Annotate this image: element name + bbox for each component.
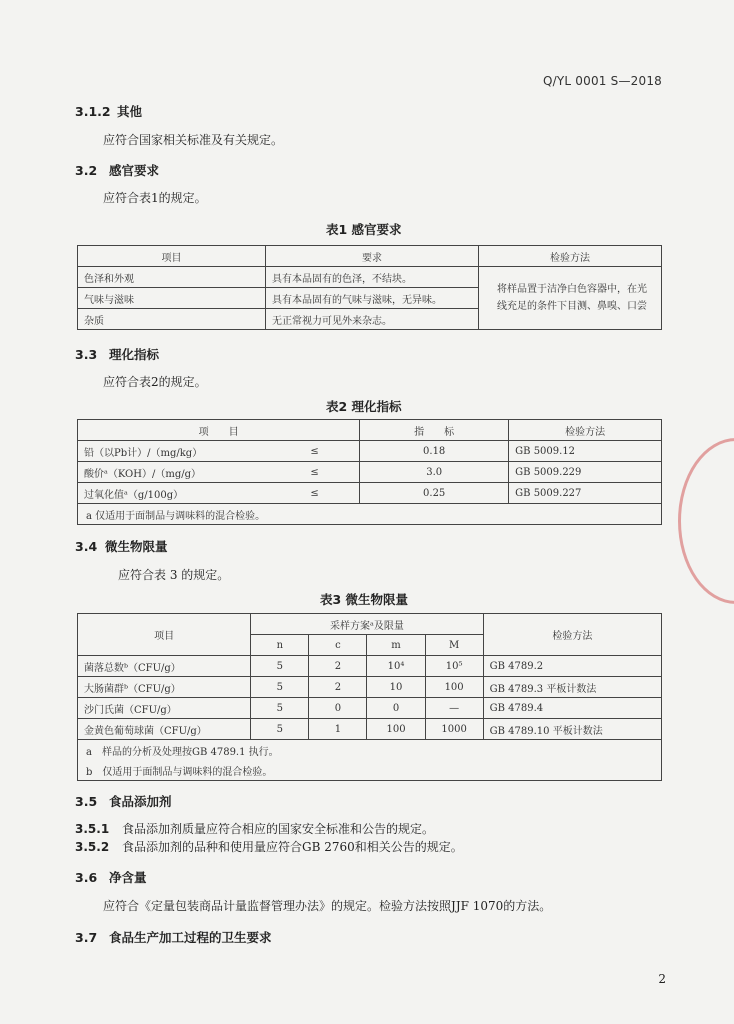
table-cell: 5	[251, 656, 309, 677]
table-cell: 0	[309, 698, 367, 719]
table3-header-M: M	[425, 635, 483, 656]
heading-number: 3.5	[75, 794, 98, 809]
table-cell: GB 4789.3 平板计数法	[483, 677, 661, 698]
paragraph-3-1-2: 应符合国家相关标准及有关规定。	[103, 133, 284, 147]
table-row	[78, 462, 662, 483]
clause-number: 3.5.2	[75, 840, 110, 854]
table1-header-method: 检验方法	[479, 246, 662, 267]
table3-note-a: a 样品的分析及处理按GB 4789.1 执行。	[78, 740, 662, 761]
table2-header-item: 项 目	[78, 420, 360, 441]
table-cell: 具有本品固有的色泽，不结块。	[266, 267, 479, 288]
heading-title: 食品生产加工过程的卫生要求	[109, 930, 272, 945]
table-row	[78, 656, 662, 677]
heading-3-7	[75, 928, 272, 946]
table-cell: 酸价ᵃ（KOH）/（mg/g）	[78, 462, 271, 483]
table-cell: 1000	[425, 719, 483, 740]
table-cell: 5	[251, 719, 309, 740]
heading-number: 3.2	[75, 163, 98, 178]
heading-title: 净含量	[109, 870, 147, 885]
table-cell: GB 4789.4	[483, 698, 661, 719]
clause-text: 食品添加剂的品种和使用量应符合GB 2760和相关公告的规定。	[122, 840, 463, 854]
paragraph-3-5-2	[75, 838, 463, 855]
heading-number: 3.1.2	[75, 104, 111, 119]
table3-caption: 表3 微生物限量	[320, 592, 409, 607]
table-row	[78, 504, 662, 525]
table-cell: GB 5009.12	[509, 441, 662, 462]
paragraph-3-2: 应符合表1的规定。	[103, 191, 207, 205]
paragraph-3-4: 应符合表 3 的规定。	[118, 568, 230, 582]
table-cell-operator: ≤	[270, 462, 360, 483]
table-cell: 沙门氏菌（CFU/g）	[78, 698, 251, 719]
paragraph-3-6: 应符合《定量包装商品计量监督管理办法》的规定。检验方法按照JJF 1070的方法。	[103, 899, 552, 913]
table-cell: 100	[425, 677, 483, 698]
table-cell-operator: ≤	[270, 441, 360, 462]
table2-caption: 表2 理化指标	[326, 399, 402, 414]
heading-3-6	[75, 868, 147, 886]
clause-text: 食品添加剂质量应符合相应的国家安全标准和公告的规定。	[122, 822, 435, 836]
table-row	[78, 441, 662, 462]
table-cell: 无正常视力可见外来杂志。	[266, 309, 479, 330]
table-cell: 10	[367, 677, 425, 698]
document-code: Q/YL 0001 S—2018	[542, 74, 662, 88]
table-cell: 10⁵	[425, 656, 483, 677]
table-cell: 2	[309, 656, 367, 677]
table1-sensory	[77, 245, 662, 330]
table-cell: 0.18	[360, 441, 509, 462]
table-cell-operator: ≤	[270, 483, 360, 504]
red-seal-stamp	[678, 438, 734, 604]
table-cell: 100	[367, 719, 425, 740]
table-cell: 菌落总数ᵇ（CFU/g）	[78, 656, 251, 677]
table-row	[78, 698, 662, 719]
table3-header-m: m	[367, 635, 425, 656]
heading-3-1-2	[75, 102, 142, 120]
table-row	[78, 760, 662, 781]
table-cell: 金黄色葡萄球菌（CFU/g）	[78, 719, 251, 740]
heading-number: 3.6	[75, 870, 98, 885]
table-row	[78, 483, 662, 504]
table-cell: 1	[309, 719, 367, 740]
table-row	[78, 719, 662, 740]
table-cell: 5	[251, 677, 309, 698]
heading-title: 食品添加剂	[109, 794, 172, 809]
table1-header-item: 项目	[78, 246, 266, 267]
table1-caption: 表1 感官要求	[326, 222, 402, 237]
table-cell: GB 5009.227	[509, 483, 662, 504]
table-row	[78, 740, 662, 761]
table3-note-b: b 仅适用于面制品与调味料的混合检验。	[78, 760, 662, 781]
table3-microbial	[77, 613, 662, 781]
table-cell: 3.0	[360, 462, 509, 483]
table2-header-index: 指 标	[360, 420, 509, 441]
heading-title: 微生物限量	[105, 539, 168, 554]
table-cell: 气味与滋味	[78, 288, 266, 309]
paragraph-3-5-1	[75, 820, 434, 837]
table1-method-cell: 将样品置于洁净白色容器中，在光线充足的条件下目测、鼻嗅、口尝	[479, 267, 662, 330]
table2-note: a 仅适用于面制品与调味料的混合检验。	[78, 504, 662, 525]
paragraph-3-3: 应符合表2的规定。	[103, 375, 207, 389]
heading-3-2	[75, 161, 159, 179]
table-cell: 大肠菌群ᵇ（CFU/g）	[78, 677, 251, 698]
heading-3-5	[75, 792, 172, 810]
table-cell: —	[425, 698, 483, 719]
heading-3-3	[75, 345, 159, 363]
table3-header-c: c	[309, 635, 367, 656]
page-number: 2	[658, 972, 666, 986]
heading-number: 3.4	[75, 539, 98, 554]
heading-3-4	[75, 537, 168, 555]
table3-header-plan: 采样方案ᵃ及限量	[251, 614, 483, 635]
table-cell: 0.25	[360, 483, 509, 504]
table2-physicochemical	[77, 419, 662, 525]
table3-header-item: 项目	[78, 614, 251, 656]
table-cell: 杂质	[78, 309, 266, 330]
heading-title: 感官要求	[109, 163, 160, 178]
table-cell: 过氧化值ᵃ（g/100g）	[78, 483, 271, 504]
heading-title: 理化指标	[109, 347, 160, 362]
heading-number: 3.3	[75, 347, 98, 362]
table-row	[78, 267, 662, 288]
table1-header-requirement: 要求	[266, 246, 479, 267]
table-cell: GB 4789.2	[483, 656, 661, 677]
table-cell: 具有本品固有的气味与滋味，无异味。	[266, 288, 479, 309]
table2-header-method: 检验方法	[509, 420, 662, 441]
table-cell: 10⁴	[367, 656, 425, 677]
table-cell: 2	[309, 677, 367, 698]
table-row	[78, 677, 662, 698]
heading-title: 其他	[117, 104, 143, 119]
table3-header-n: n	[251, 635, 309, 656]
table-cell: GB 4789.10 平板计数法	[483, 719, 661, 740]
table-cell: GB 5009.229	[509, 462, 662, 483]
table-cell: 0	[367, 698, 425, 719]
clause-number: 3.5.1	[75, 822, 110, 836]
heading-number: 3.7	[75, 930, 98, 945]
table3-header-method: 检验方法	[483, 614, 661, 656]
table-cell: 铅（以Pb计）/（mg/kg）	[78, 441, 271, 462]
table-cell: 色泽和外观	[78, 267, 266, 288]
table-cell: 5	[251, 698, 309, 719]
